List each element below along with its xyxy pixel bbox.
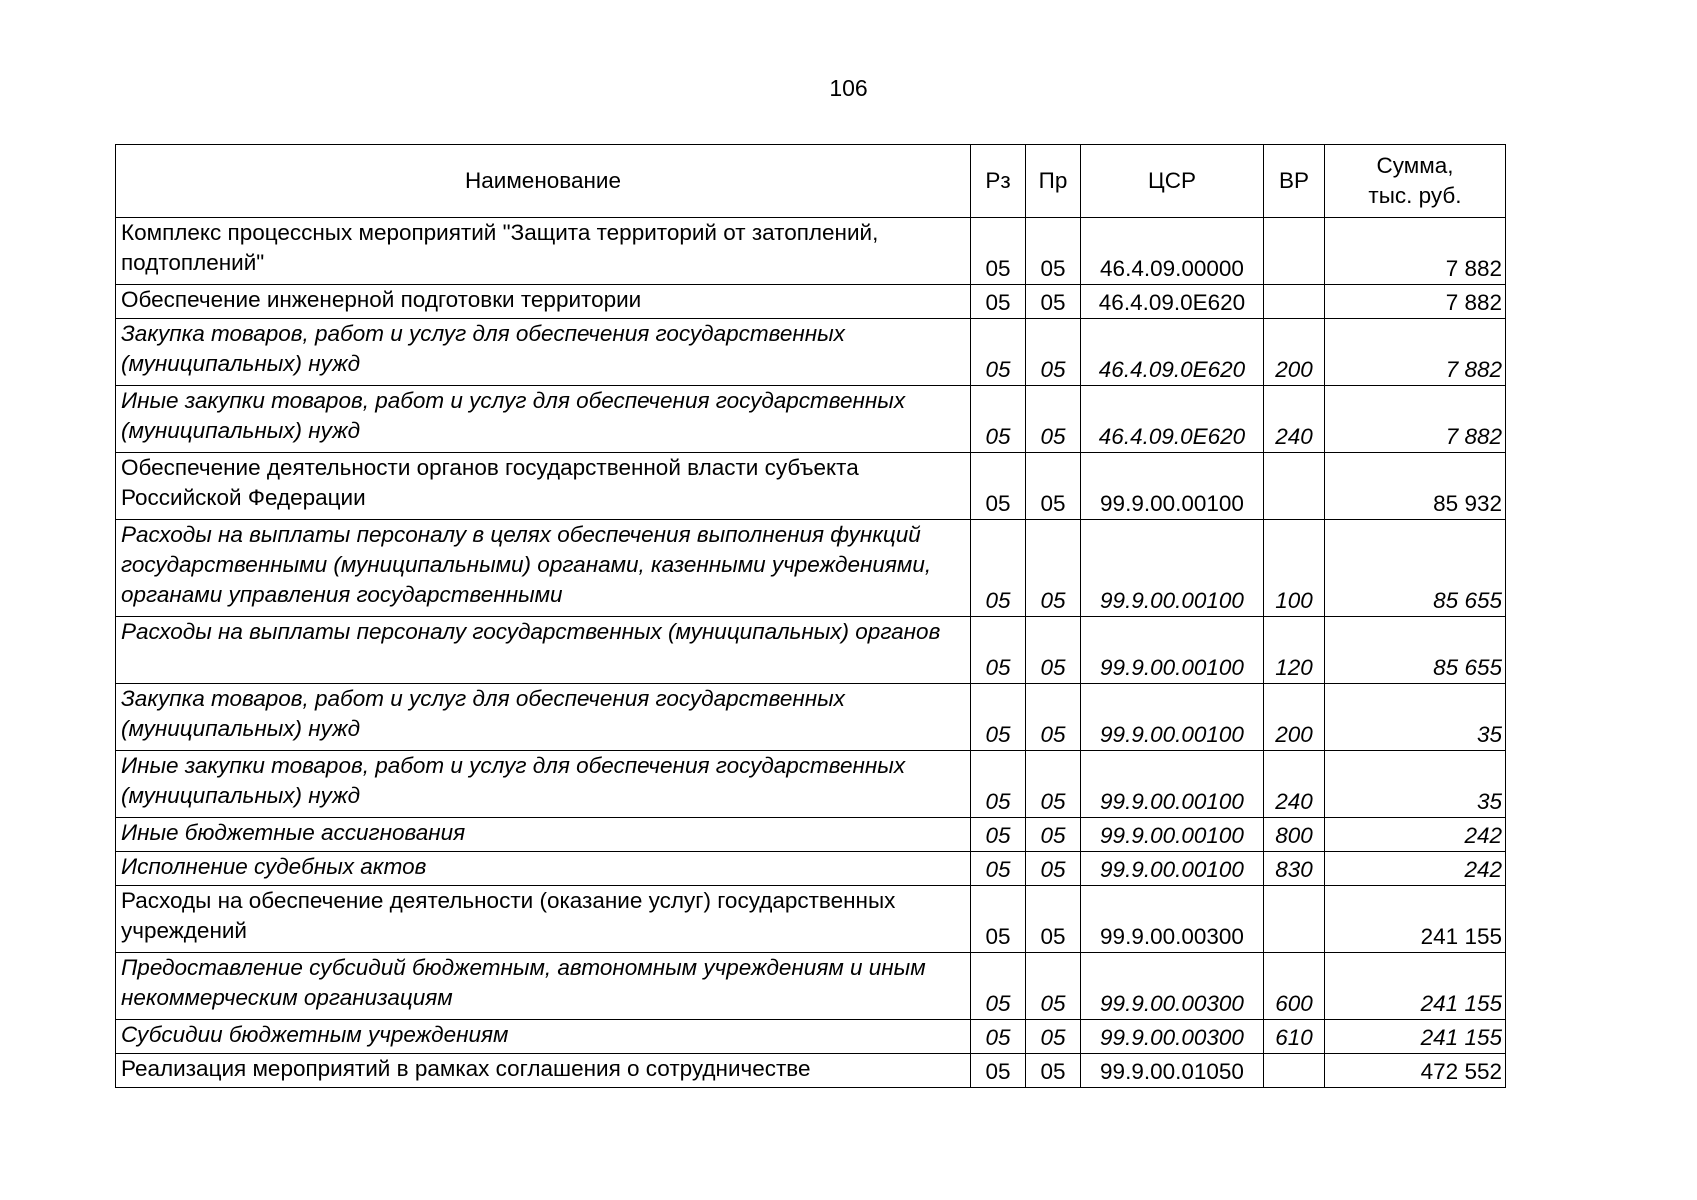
table-row — [116, 319, 1506, 386]
row-pr: 05 — [1026, 386, 1081, 453]
row-rz: 05 — [971, 1054, 1026, 1088]
row-rz: 05 — [971, 852, 1026, 886]
row-csr: 99.9.00.00100 — [1081, 453, 1264, 520]
row-pr: 05 — [1026, 218, 1081, 285]
row-rz: 05 — [971, 684, 1026, 751]
row-sum: 472 552 — [1325, 1054, 1506, 1088]
row-vr: 100 — [1264, 520, 1325, 617]
row-name: Комплекс процессных мероприятий "Защита территорий от затоплений, подтоплений" — [116, 218, 971, 285]
row-sum: 35 — [1325, 684, 1506, 751]
row-csr: 99.9.00.00100 — [1081, 818, 1264, 852]
row-pr: 05 — [1026, 319, 1081, 386]
row-name: Исполнение судебных актов — [116, 852, 971, 886]
row-name: Иные бюджетные ассигнования — [116, 818, 971, 852]
row-sum: 85 655 — [1325, 617, 1506, 684]
row-name: Расходы на выплаты персоналу государственных (муниципальных) органов — [116, 617, 971, 684]
row-vr: 800 — [1264, 818, 1325, 852]
row-name: Обеспечение деятельности органов государственной власти субъекта Российской Федерации — [116, 453, 971, 520]
row-vr: 610 — [1264, 1020, 1325, 1054]
row-sum: 242 — [1325, 852, 1506, 886]
budget-table — [115, 144, 1506, 1088]
row-sum: 85 655 — [1325, 520, 1506, 617]
header-vr: ВР — [1264, 145, 1325, 218]
row-name: Иные закупки товаров, работ и услуг для обеспечения государственных (муниципальных) нужд — [116, 386, 971, 453]
row-vr: 200 — [1264, 319, 1325, 386]
row-pr: 05 — [1026, 1020, 1081, 1054]
row-rz: 05 — [971, 285, 1026, 319]
row-name: Закупка товаров, работ и услуг для обеспечения государственных (муниципальных) нужд — [116, 319, 971, 386]
table-row — [116, 886, 1506, 953]
row-vr — [1264, 453, 1325, 520]
row-vr: 240 — [1264, 386, 1325, 453]
row-csr: 99.9.00.00100 — [1081, 617, 1264, 684]
header-rz: Рз — [971, 145, 1026, 218]
row-csr: 99.9.00.00300 — [1081, 953, 1264, 1020]
row-csr: 46.4.09.0Е620 — [1081, 386, 1264, 453]
row-csr: 46.4.09.0Е620 — [1081, 319, 1264, 386]
row-pr: 05 — [1026, 684, 1081, 751]
page-number: 106 — [829, 75, 868, 101]
row-name: Субсидии бюджетным учреждениям — [116, 1020, 971, 1054]
row-pr: 05 — [1026, 953, 1081, 1020]
row-rz: 05 — [971, 1020, 1026, 1054]
row-vr — [1264, 886, 1325, 953]
row-sum: 7 882 — [1325, 218, 1506, 285]
row-vr: 830 — [1264, 852, 1325, 886]
row-sum: 7 882 — [1325, 386, 1506, 453]
table-row — [116, 684, 1506, 751]
row-rz: 05 — [971, 751, 1026, 818]
row-pr: 05 — [1026, 617, 1081, 684]
row-csr: 99.9.00.00100 — [1081, 520, 1264, 617]
row-rz: 05 — [971, 453, 1026, 520]
row-pr: 05 — [1026, 818, 1081, 852]
row-vr: 600 — [1264, 953, 1325, 1020]
row-vr: 200 — [1264, 684, 1325, 751]
row-sum: 7 882 — [1325, 319, 1506, 386]
table-row — [116, 1054, 1506, 1088]
row-csr: 99.9.00.00300 — [1081, 886, 1264, 953]
row-rz: 05 — [971, 886, 1026, 953]
row-name: Обеспечение инженерной подготовки территории — [116, 285, 971, 319]
row-pr: 05 — [1026, 1054, 1081, 1088]
row-csr: 46.4.09.0Е620 — [1081, 285, 1264, 319]
table-row — [116, 218, 1506, 285]
header-sum-line2: тыс. руб. — [1368, 183, 1462, 208]
table-row — [116, 818, 1506, 852]
row-pr: 05 — [1026, 751, 1081, 818]
row-sum: 35 — [1325, 751, 1506, 818]
row-csr: 99.9.00.00100 — [1081, 751, 1264, 818]
row-sum: 241 155 — [1325, 886, 1506, 953]
table-row — [116, 520, 1506, 617]
table-row — [116, 1020, 1506, 1054]
row-pr: 05 — [1026, 852, 1081, 886]
header-csr: ЦСР — [1081, 145, 1264, 218]
row-pr: 05 — [1026, 520, 1081, 617]
header-sum-line1: Сумма, — [1376, 153, 1454, 178]
row-name: Расходы на выплаты персоналу в целях обеспечения выполнения функций государственными (муниципальными) органами, казенными учреждениями, органами управления государственными — [116, 520, 971, 617]
row-sum: 242 — [1325, 818, 1506, 852]
row-rz: 05 — [971, 386, 1026, 453]
row-rz: 05 — [971, 953, 1026, 1020]
row-sum: 241 155 — [1325, 1020, 1506, 1054]
table-header-row — [116, 145, 1506, 218]
row-sum: 7 882 — [1325, 285, 1506, 319]
table-row — [116, 386, 1506, 453]
header-sum — [1325, 145, 1506, 218]
row-name: Закупка товаров, работ и услуг для обеспечения государственных (муниципальных) нужд — [116, 684, 971, 751]
row-csr: 99.9.00.00100 — [1081, 852, 1264, 886]
header-pr: Пр — [1026, 145, 1081, 218]
row-name: Расходы на обеспечение деятельности (оказание услуг) государственных учреждений — [116, 886, 971, 953]
row-pr: 05 — [1026, 886, 1081, 953]
table-row — [116, 852, 1506, 886]
row-vr: 240 — [1264, 751, 1325, 818]
row-rz: 05 — [971, 319, 1026, 386]
row-rz: 05 — [971, 520, 1026, 617]
row-sum: 85 932 — [1325, 453, 1506, 520]
row-csr: 99.9.00.00100 — [1081, 684, 1264, 751]
row-name: Иные закупки товаров, работ и услуг для обеспечения государственных (муниципальных) нужд — [116, 751, 971, 818]
row-rz: 05 — [971, 617, 1026, 684]
row-pr: 05 — [1026, 285, 1081, 319]
row-vr — [1264, 1054, 1325, 1088]
row-vr: 120 — [1264, 617, 1325, 684]
row-name: Реализация мероприятий в рамках соглашения о сотрудничестве — [116, 1054, 971, 1088]
table-row — [116, 953, 1506, 1020]
row-sum: 241 155 — [1325, 953, 1506, 1020]
row-csr: 99.9.00.01050 — [1081, 1054, 1264, 1088]
table-row — [116, 285, 1506, 319]
row-vr — [1264, 285, 1325, 319]
table-row — [116, 751, 1506, 818]
row-rz: 05 — [971, 218, 1026, 285]
row-vr — [1264, 218, 1325, 285]
header-name: Наименование — [116, 145, 971, 218]
row-csr: 46.4.09.00000 — [1081, 218, 1264, 285]
table-row — [116, 617, 1506, 684]
row-name: Предоставление субсидий бюджетным, автономным учреждениям и иным некоммерческим организациям — [116, 953, 971, 1020]
table-row — [116, 453, 1506, 520]
row-rz: 05 — [971, 818, 1026, 852]
row-pr: 05 — [1026, 453, 1081, 520]
row-csr: 99.9.00.00300 — [1081, 1020, 1264, 1054]
